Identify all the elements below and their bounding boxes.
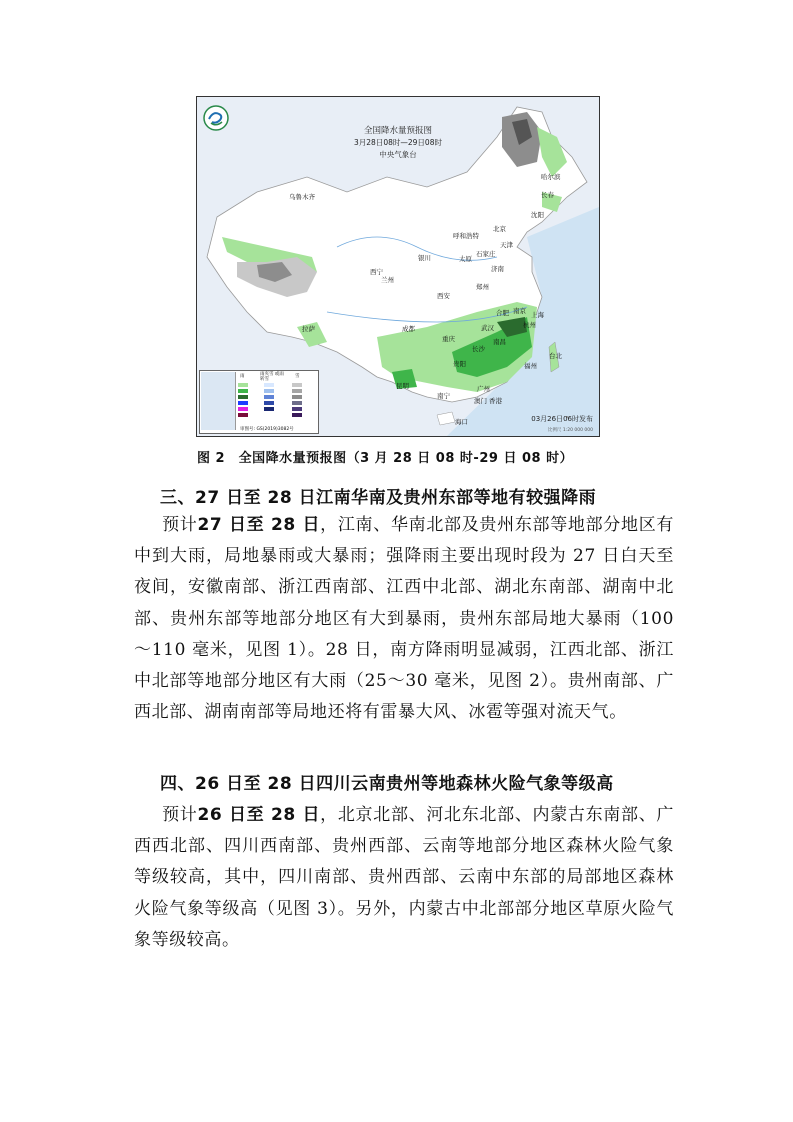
city-label: 呼和浩特 [453, 232, 479, 240]
publish-time: 03月26日06时发布 [531, 415, 593, 423]
legend-swatches [238, 383, 316, 423]
city-label: 北京 [493, 225, 506, 233]
city-label: 西宁 [370, 268, 383, 276]
map-time-range: 3月28日08时—29日08时 [354, 138, 442, 147]
legend-rain-header: 雨 [240, 374, 245, 379]
map-legend [199, 370, 319, 434]
lead-prefix: 预计 [162, 515, 198, 535]
legend-footer: 审图号: GS(2019)3082号 [240, 427, 294, 432]
city-label: 银川 [418, 254, 431, 262]
figure-caption: 图 2 全国降水量预报图（3 月 28 日 08 时-29 日 08 时） [197, 451, 574, 466]
city-label: 广州 [477, 385, 490, 393]
city-label: 南宁 [437, 392, 450, 400]
city-label: 杭州 [523, 321, 536, 329]
city-label: 澳门 [474, 397, 487, 405]
city-label: 哈尔滨 [541, 173, 561, 181]
city-label: 拉萨 [302, 325, 315, 333]
city-label: 成都 [402, 325, 415, 333]
city-label: 上海 [531, 311, 544, 319]
city-label: 西安 [437, 292, 450, 300]
map-title: 全国降水量预报图 [363, 126, 432, 136]
legend-snow-header: 雪 [295, 374, 300, 379]
city-label: 昆明 [396, 382, 409, 390]
section-3-heading: 三、27 日至 28 日江南华南及贵州东部等地有较强降雨 [160, 488, 597, 508]
city-label: 台北 [549, 352, 562, 360]
city-label: 乌鲁木齐 [289, 193, 315, 201]
city-label: 沈阳 [531, 211, 544, 219]
city-label: 海口 [455, 418, 468, 426]
city-label: 南昌 [493, 338, 506, 346]
lead-prefix: 预计 [162, 805, 198, 825]
city-label: 郑州 [476, 283, 489, 291]
city-label: 福州 [524, 362, 537, 370]
city-label: 济南 [491, 265, 504, 273]
legend-sleet-header: 雨夹雪 或雨转雪 [260, 372, 284, 382]
city-label: 长沙 [472, 345, 485, 353]
city-label: 天津 [500, 241, 513, 249]
city-label: 南京 [513, 307, 526, 315]
scale-note: 比例尺 1:20 000 000 [547, 428, 593, 433]
lead-date: 26 日至 28 日 [197, 805, 321, 825]
map-issuer: 中央气象台 [379, 150, 417, 159]
body-text: ，北京北部、河北东北部、内蒙古东南部、广西西北部、四川西南部、贵州西部、云南等地部分地区森林火险气象等级较高，其中，四川南部、贵州西部、云南中东部的局部地区森林火险气象等级高（见图 3）。另外，内蒙古中北部部分地区草原火险气象等级较高。 [134, 805, 675, 950]
section-3-body [134, 510, 674, 728]
body-text: ，江南、华南北部及贵州东部等地部分地区有中到大雨，局地暴雨或大暴雨；强降雨主要出现时段为 27 日白天至夜间，安徽南部、浙江西南部、江西中北部、湖北东南部、湖南中北部、贵州东部等地部分地区有大到暴雨，贵州东部局地大暴雨（100～110 毫米，见图 1）。28 日，南方降雨明显减弱，江西北部、浙江中北部等地部分地区有大雨（25～30 毫米，见图 2）。贵州南部、广西北部、湖南南部等局地还将有雷暴大风、冰雹等强对流天气。 [134, 515, 675, 723]
city-label: 长春 [541, 191, 554, 199]
city-label: 兰州 [381, 276, 394, 284]
section-4-heading: 四、26 日至 28 日四川云南贵州等地森林火险气象等级高 [160, 774, 614, 794]
city-label: 合肥 [496, 309, 509, 317]
section-4-body [134, 800, 674, 956]
city-label: 香港 [489, 397, 502, 405]
city-label: 太原 [459, 255, 472, 263]
city-label: 重庆 [442, 335, 455, 343]
precipitation-map [196, 96, 600, 437]
city-label: 石家庄 [476, 250, 496, 258]
city-label: 武汉 [481, 324, 494, 332]
lead-date: 27 日至 28 日 [197, 515, 321, 535]
south-china-sea-inset [201, 372, 236, 430]
city-label: 贵阳 [453, 360, 466, 368]
